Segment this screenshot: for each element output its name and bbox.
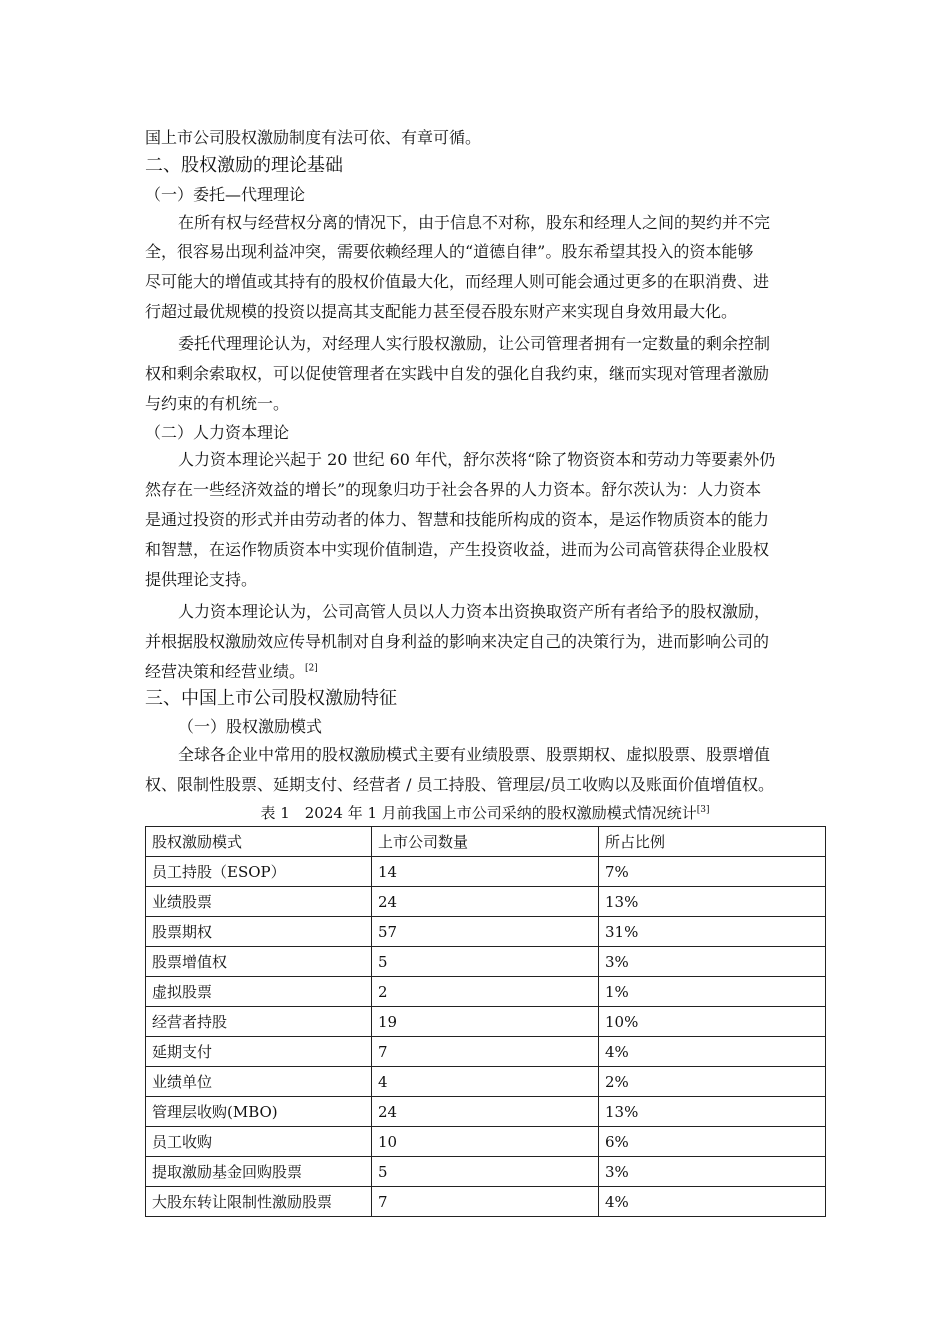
table-row [146, 1067, 826, 1097]
table-row [146, 917, 826, 947]
table-row [146, 887, 826, 917]
paragraph-line: 行超过最优规模的投资以提高其支配能力甚至侵吞股东财产来实现自身效用最大化。 [145, 302, 738, 321]
table-cell: 管理层收购(MBO) [146, 1097, 372, 1127]
paragraph-line: 是通过投资的形式并由劳动者的体力、智慧和技能所构成的资本，是运作物质资本的能力 [145, 510, 770, 529]
table-cell: 24 [372, 887, 599, 917]
table-row [146, 1187, 826, 1217]
table-body [146, 857, 826, 1217]
subsection-heading: （一）委托—代理理论 [145, 185, 306, 204]
table-cell: 31% [599, 917, 826, 947]
section-heading: 二、股权激励的理论基础 [145, 155, 343, 176]
citation-ref[interactable]: [2] [305, 663, 318, 674]
table-cell: 股票期权 [146, 917, 372, 947]
table-cell: 3% [599, 947, 826, 977]
citation-ref[interactable]: [3] [696, 805, 710, 815]
table-row [146, 947, 826, 977]
column-header: 股权激励模式 [146, 827, 372, 857]
table-cell: 4% [599, 1037, 826, 1067]
table-cell: 13% [599, 1097, 826, 1127]
table-cell: 虚拟股票 [146, 977, 372, 1007]
paragraph-line: 全球各企业中常用的股权激励模式主要有业绩股票、股票期权、虚拟股票、股票增值 [178, 745, 771, 764]
table-cell: 13% [599, 887, 826, 917]
table-cell: 业绩单位 [146, 1067, 372, 1097]
section-heading: 三、中国上市公司股权激励特征 [145, 688, 397, 709]
table-cell: 10 [372, 1127, 599, 1157]
table-cell: 24 [372, 1097, 599, 1127]
table-row [146, 1097, 826, 1127]
subsection-heading: （一）股权激励模式 [178, 717, 323, 736]
table-row [146, 1157, 826, 1187]
paragraph-line: 委托代理理论认为，对经理人实行股权激励，让公司管理者拥有一定数量的剩余控制 [178, 334, 771, 353]
column-header: 上市公司数量 [372, 827, 599, 857]
table-cell: 2% [599, 1067, 826, 1097]
table-header-row [146, 827, 826, 857]
table-caption [145, 803, 825, 823]
table-cell: 提取激励基金回购股票 [146, 1157, 372, 1187]
table-cell: 10% [599, 1007, 826, 1037]
paragraph-line: 人力资本理论认为，公司高管人员以人力资本出资换取资产所有者给予的股权激励， [178, 602, 771, 621]
paragraph-line: 与约束的有机统一。 [145, 394, 290, 413]
table-cell: 14 [372, 857, 599, 887]
paragraph-line: 权、限制性股票、延期支付、经营者 / 员工持股、管理层/员工收购以及账面价值增值权。 [145, 775, 774, 794]
paragraph-text: 经营决策和经营业绩。 [145, 662, 306, 681]
table-cell: 5 [372, 947, 599, 977]
table-cell: 19 [372, 1007, 599, 1037]
table-row [146, 857, 826, 887]
table-row [146, 1037, 826, 1067]
paragraph-line: 人力资本理论兴起于 20 世纪 60 年代，舒尔茨将“除了物资资本和劳动力等要素外仍 [178, 450, 776, 469]
column-header: 所占比例 [599, 827, 826, 857]
table-cell: 延期支付 [146, 1037, 372, 1067]
paragraph-line: 提供理论支持。 [145, 570, 258, 589]
table-row [146, 1127, 826, 1157]
paragraph-line: 在所有权与经营权分离的情况下，由于信息不对称，股东和经理人之间的契约并不完 [178, 213, 771, 232]
table-cell: 4 [372, 1067, 599, 1097]
table-cell: 员工持股（ESOP） [146, 857, 372, 887]
paragraph-line: 国上市公司股权激励制度有法可依、有章可循。 [145, 128, 482, 147]
table-cell: 经营者持股 [146, 1007, 372, 1037]
table-cell: 5 [372, 1157, 599, 1187]
paragraph-line: 尽可能大的增值或其持有的股权价值最大化，而经理人则可能会通过更多的在职消费、进 [145, 272, 770, 291]
table-row [146, 977, 826, 1007]
incentive-mode-table [145, 826, 826, 1217]
table-cell: 7 [372, 1187, 599, 1217]
subsection-heading: （二）人力资本理论 [145, 423, 290, 442]
caption-text: 表 1 2024 年 1 月前我国上市公司采纳的股权激励模式情况统计 [260, 804, 697, 822]
table-cell: 1% [599, 977, 826, 1007]
table-cell: 2 [372, 977, 599, 1007]
table-cell: 员工收购 [146, 1127, 372, 1157]
table-cell: 大股东转让限制性激励股票 [146, 1187, 372, 1217]
table-cell: 3% [599, 1157, 826, 1187]
paragraph-line [145, 662, 825, 682]
paragraph-line: 和智慧，在运作物质资本中实现价值制造，产生投资收益，进而为公司高管获得企业股权 [145, 540, 770, 559]
table-cell: 4% [599, 1187, 826, 1217]
table-cell: 7 [372, 1037, 599, 1067]
paragraph-line: 并根据股权激励效应传导机制对自身利益的影响来决定自己的决策行为，进而影响公司的 [145, 632, 770, 651]
table-cell: 业绩股票 [146, 887, 372, 917]
table-cell: 6% [599, 1127, 826, 1157]
table-cell: 7% [599, 857, 826, 887]
table-cell: 股票增值权 [146, 947, 372, 977]
paragraph-line: 全，很容易出现利益冲突，需要依赖经理人的“道德自律”。股东希望其投入的资本能够 [145, 242, 754, 261]
table-row [146, 1007, 826, 1037]
paragraph-line: 权和剩余索取权，可以促使管理者在实践中自发的强化自我约束，继而实现对管理者激励 [145, 364, 770, 383]
paragraph-line: 然存在一些经济效益的增长”的现象归功于社会各界的人力资本。舒尔茨认为：人力资本 [145, 480, 762, 499]
table-cell: 57 [372, 917, 599, 947]
